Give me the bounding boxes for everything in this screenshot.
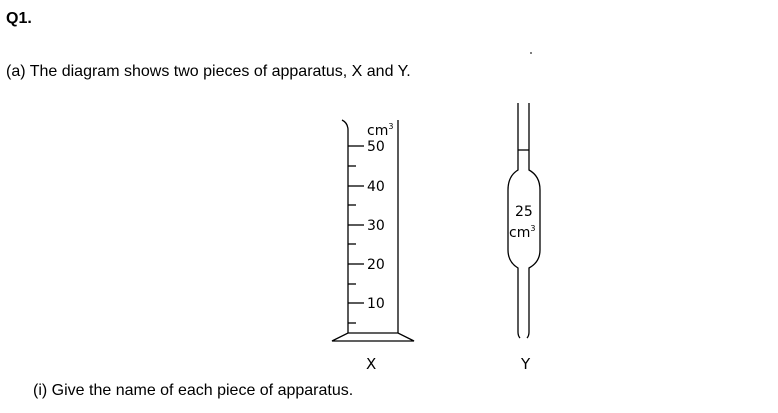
apparatus-y-label: Y bbox=[521, 355, 531, 373]
scale-label-50: 50 bbox=[367, 139, 385, 155]
pipette-volume: 25 bbox=[515, 204, 533, 220]
question-part-i: (i) Give the name of each piece of apparatus. bbox=[33, 382, 354, 399]
scale-label-30: 30 bbox=[367, 218, 385, 234]
pipette-left-outline bbox=[508, 103, 520, 338]
scale-label-40: 40 bbox=[367, 179, 385, 195]
question-part-a: (a) The diagram shows two pieces of apparatus, X and Y. bbox=[6, 63, 411, 80]
cylinder-unit: $cm^3$ bbox=[367, 122, 394, 139]
question-number: Q1. bbox=[6, 10, 32, 27]
cylinder-base bbox=[332, 333, 414, 341]
apparatus-x-label: X bbox=[366, 355, 377, 373]
pipette-unit: $cm^3$ bbox=[509, 224, 536, 241]
scale-label-10: 10 bbox=[367, 296, 385, 312]
cylinder-left-wall bbox=[342, 120, 348, 333]
cylinder-scale-ticks bbox=[348, 146, 364, 323]
scale-label-20: 20 bbox=[367, 257, 385, 273]
apparatus-y-pipette bbox=[508, 103, 540, 338]
pipette-right-outline bbox=[527, 103, 540, 338]
